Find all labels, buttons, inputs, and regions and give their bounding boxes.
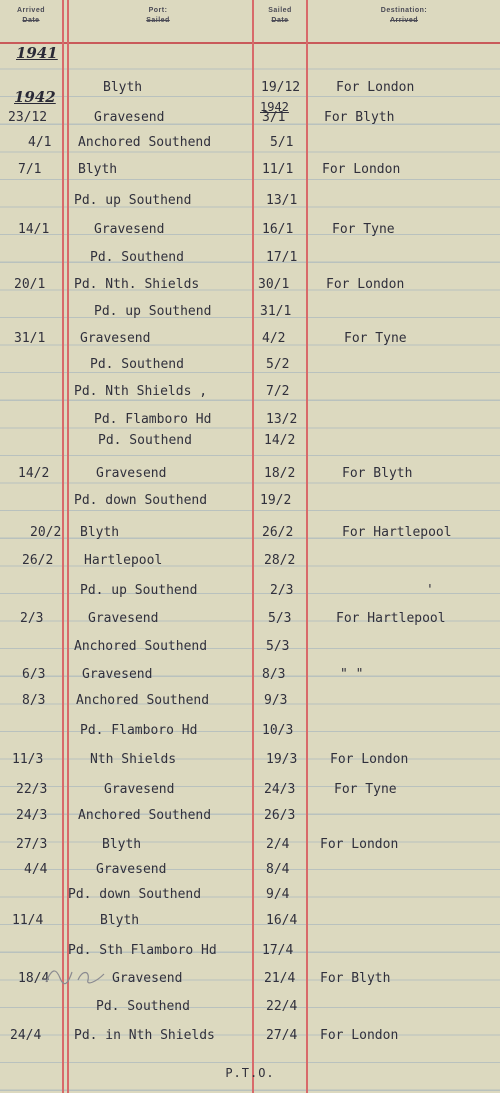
sailed-date-cell: 9/4 [266, 887, 290, 902]
port-name-cell: Gravesend [82, 667, 153, 682]
sailed-date-cell: 16/1 [262, 222, 294, 237]
destination-cell: For Blyth [342, 466, 413, 481]
port-name-cell: Pd. Sth Flamboro Hd [68, 943, 217, 958]
arrived-date-cell: 20/2 [30, 525, 62, 540]
port-name-cell: Blyth [102, 837, 142, 852]
header-sailed [254, 6, 306, 26]
header-arrived-date-label: Date [22, 17, 40, 24]
header-row [0, 0, 500, 44]
arrived-date-cell: 20/1 [14, 277, 46, 292]
port-name-cell: Pd. Nth Shields , [74, 384, 208, 399]
destination-cell: For Hartlepool [342, 525, 452, 540]
arrived-date-cell: 31/1 [14, 331, 46, 346]
arrived-date-cell: 8/3 [22, 693, 46, 708]
port-name-cell: Pd. down Southend [68, 887, 202, 902]
handwritten-scribble [42, 966, 112, 986]
sailed-date-cell: 7/2 [266, 384, 290, 399]
port-name-cell: Hartlepool [84, 553, 163, 568]
destination-cell: For Blyth [324, 110, 395, 125]
port-name-cell: Blyth [103, 80, 143, 95]
arrived-date-cell: 11/3 [12, 752, 44, 767]
sailed-date-cell: 13/2 [266, 412, 298, 427]
sailed-date-cell: 10/3 [262, 723, 294, 738]
port-name-cell: Pd. Southend [98, 433, 192, 448]
header-sailed-label: Sailed [268, 7, 292, 14]
port-name-cell: Pd. Southend [90, 357, 184, 372]
destination-cell: " " [340, 667, 364, 682]
arrived-date-cell: 7/1 [18, 162, 42, 177]
header-destination-arrived-label: Arrived [389, 17, 418, 24]
port-name-cell: Pd. up Southend [80, 583, 198, 598]
sailed-date-cell: 16/4 [266, 913, 298, 928]
sailed-date-cell: 22/4 [266, 999, 298, 1014]
arrived-date-cell: 24/3 [16, 808, 48, 823]
arrived-date-cell: 23/12 [8, 110, 48, 125]
sailed-date-cell: 3/1 [262, 110, 286, 125]
port-name-cell: Gravesend [104, 782, 175, 797]
destination-cell: For London [330, 752, 409, 767]
sailed-date-cell: 21/4 [264, 971, 296, 986]
port-name-cell: Gravesend [94, 222, 165, 237]
sailed-date-cell: 5/3 [266, 639, 290, 654]
port-name-cell: Pd. Southend [96, 999, 190, 1014]
sailed-date-cell: 26/3 [264, 808, 296, 823]
sailed-date-cell: 5/3 [268, 611, 292, 626]
port-name-cell: Pd. down Southend [74, 493, 208, 508]
port-name-cell: Gravesend [96, 862, 167, 877]
port-name-cell: Pd. Nth. Shields [74, 277, 200, 292]
arrived-date-cell: 27/3 [16, 837, 48, 852]
port-name-cell: Pd. up Southend [94, 304, 212, 319]
arrived-date-cell: 4/1 [28, 135, 52, 150]
sailed-date-cell: 17/4 [262, 943, 294, 958]
port-name-cell: Gravesend [96, 466, 167, 481]
header-destination-label: Destination: [380, 7, 428, 14]
destination-cell: For London [336, 80, 415, 95]
sailed-date-cell: 28/2 [264, 553, 296, 568]
sailed-date-cell: 27/4 [266, 1028, 298, 1043]
port-name-cell: Pd. Flamboro Hd [94, 412, 212, 427]
sailed-date-cell: 9/3 [264, 693, 288, 708]
sailed-date-cell: 26/2 [262, 525, 294, 540]
arrived-date-cell: 14/2 [18, 466, 50, 481]
port-name-cell: Gravesend [88, 611, 159, 626]
port-name-cell: Pd. in Nth Shields [74, 1028, 215, 1043]
column-divider [252, 0, 254, 1093]
sailed-date-cell: 14/2 [264, 433, 296, 448]
arrived-date-cell: 18/4 [18, 971, 50, 986]
arrived-date-cell: 22/3 [16, 782, 48, 797]
header-destination [308, 6, 500, 26]
sailed-date-cell: 31/1 [260, 304, 292, 319]
port-name-cell: Anchored Southend [74, 639, 208, 654]
port-name-cell: Anchored Southend [76, 693, 210, 708]
arrived-date-cell: 14/1 [18, 222, 50, 237]
port-name-cell: Blyth [78, 162, 118, 177]
sailed-date-cell: 19/2 [260, 493, 292, 508]
port-name-cell: Gravesend [94, 110, 165, 125]
column-divider [62, 0, 64, 1093]
header-port [64, 6, 252, 26]
destination-cell: For London [320, 837, 399, 852]
year-1941: 1941 [16, 44, 58, 62]
sailed-date-cell: 2/3 [270, 583, 294, 598]
destination-cell: For Tyne [332, 222, 395, 237]
port-name-cell: Blyth [100, 913, 140, 928]
port-name-cell: Pd. Southend [90, 250, 184, 265]
column-divider [306, 0, 308, 1093]
header-port-label: Port: [148, 7, 168, 14]
destination-cell: ' [426, 583, 434, 598]
destination-cell: For London [320, 1028, 399, 1043]
port-name-cell: Anchored Southend [78, 808, 212, 823]
column-divider [67, 0, 69, 1093]
port-name-cell: Anchored Southend [78, 135, 212, 150]
destination-cell: For Hartlepool [336, 611, 446, 626]
sailed-date-cell: 8/3 [262, 667, 286, 682]
sailed-date-cell: 4/2 [262, 331, 286, 346]
header-arrived-label: Arrived [16, 7, 45, 14]
port-name-cell: Blyth [80, 525, 120, 540]
arrived-date-cell: 11/4 [12, 913, 44, 928]
arrived-date-cell: 6/3 [22, 667, 46, 682]
arrived-date-cell: 2/3 [20, 611, 44, 626]
destination-cell: For London [322, 162, 401, 177]
port-name-cell: Nth Shields [90, 752, 177, 767]
sailed-date-cell: 2/4 [266, 837, 290, 852]
port-name-cell: Pd. Flamboro Hd [80, 723, 198, 738]
sailed-date-cell: 8/4 [266, 862, 290, 877]
header-sailed-date-label: Date [271, 17, 289, 24]
sailed-date-cell: 5/2 [266, 357, 290, 372]
header-port-sailed-label: Sailed [146, 17, 170, 24]
sailed-date-cell: 30/1 [258, 277, 290, 292]
port-name-cell: Pd. up Southend [74, 193, 192, 208]
destination-cell: For Blyth [320, 971, 391, 986]
year-1942-sailed: 1942 [260, 100, 289, 114]
destination-cell: For Tyne [344, 331, 407, 346]
sailed-date-cell: 17/1 [266, 250, 298, 265]
sailed-date-cell: 19/3 [266, 752, 298, 767]
sailed-date-cell: 24/3 [264, 782, 296, 797]
destination-cell: For Tyne [334, 782, 397, 797]
arrived-date-cell: 4/4 [24, 862, 48, 877]
destination-cell: For London [326, 277, 405, 292]
pto-label: P.T.O. [225, 1066, 275, 1080]
sailed-date-cell: 5/1 [270, 135, 294, 150]
header-arrived [0, 6, 62, 26]
sailed-date-cell: 18/2 [264, 466, 296, 481]
arrived-date-cell: 24/4 [10, 1028, 42, 1043]
sailed-date-cell: 11/1 [262, 162, 294, 177]
arrived-date-cell: 26/2 [22, 553, 54, 568]
sailed-date-cell: 13/1 [266, 193, 298, 208]
port-name-cell: Gravesend [112, 971, 183, 986]
year-1942: 1942 [14, 88, 56, 106]
port-name-cell: Gravesend [80, 331, 151, 346]
sailed-date-cell: 19/12 [261, 80, 301, 95]
